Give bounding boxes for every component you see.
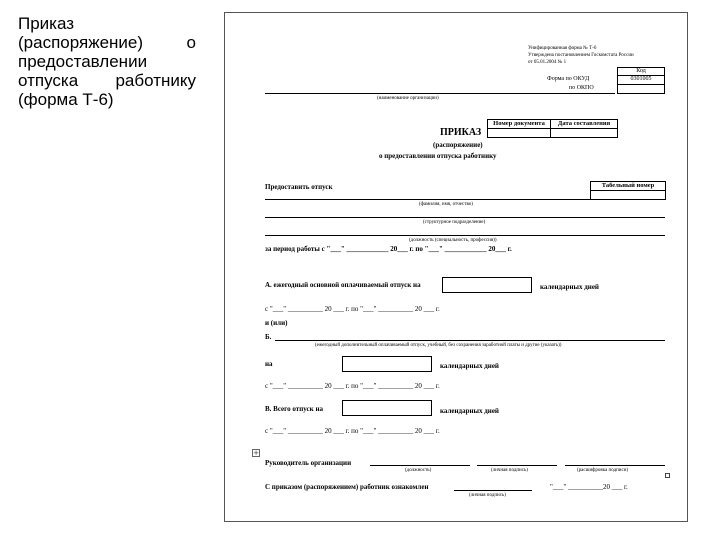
approval-line: Утверждена постановлением Госкомстата России — [528, 53, 634, 58]
employee-line — [265, 199, 590, 200]
section-a-dates: с "___" __________ 20 ___ г. по "___" __________ 20 ___ г. — [265, 305, 440, 313]
fio-caption: (фамилия, имя, отчество) — [419, 202, 473, 207]
section-b-label: Б. — [265, 333, 272, 341]
slide-title-line: предоставлении — [18, 52, 148, 71]
resize-handle-icon[interactable] — [665, 473, 670, 478]
head-caption-decoding: (расшифровка подписи) — [577, 468, 629, 473]
doc-date-header: Дата составления — [550, 119, 618, 129]
slide-title-line: Приказ — [18, 14, 75, 33]
doc-number-header: Номер документа — [487, 119, 551, 129]
dept-line — [265, 217, 665, 218]
tab-number-header: Табельный номер — [590, 181, 666, 191]
acquainted-label: С приказом (распоряжением) работник ознакомлен — [265, 483, 429, 491]
section-b-caption: (ежегодный дополнительный оплачиваемый отпуск, учебный, без сохранения заработной платы и другие (указать)) — [315, 343, 562, 348]
form-t6-document — [224, 12, 688, 522]
work-period: за период работы с "___" ____________ 20___ г. по "___" ____________ 20___ г. — [265, 245, 512, 253]
form-subtitle: (распоряжение) — [433, 141, 483, 149]
okpo-code — [617, 84, 665, 94]
head-decoding-line — [565, 465, 665, 466]
approval-line: от 05.01.2004 № 1 — [528, 60, 567, 65]
move-handle-icon[interactable]: + — [253, 449, 259, 457]
head-position-line — [370, 465, 470, 466]
section-v-dates: с "___" __________ 20 ___ г. по "___" __________ 20 ___ г. — [265, 427, 440, 435]
okud-code: 0301005 — [617, 75, 665, 85]
section-b-dates: с "___" __________ 20 ___ г. по "___" __________ 20 ___ г. — [265, 382, 440, 390]
grant-leave-label: Предоставить отпуск — [265, 183, 333, 191]
slide-title — [18, 14, 196, 109]
doc-date-cell — [550, 128, 618, 138]
position-caption: (должность (специальность, профессия)) — [409, 238, 497, 243]
org-caption: (наименование организации) — [377, 96, 439, 101]
okpo-label: по ОКПО — [569, 85, 594, 91]
calendar-days-v: календарных дней — [440, 407, 499, 415]
head-label: Руководитель организации — [265, 459, 352, 467]
form-subtitle2: о предоставлении отпуска работнику — [379, 152, 497, 160]
form-title: ПРИКАЗ — [440, 127, 482, 138]
section-v-label: В. Всего отпуск на — [265, 405, 323, 413]
section-b-line — [275, 340, 665, 341]
acquainted-caption: (личная подпись) — [469, 493, 506, 498]
acquainted-date: "___" __________20 ___ г. — [550, 483, 628, 491]
head-caption-signature: (личная подпись) — [491, 468, 528, 473]
org-name-line — [265, 93, 615, 94]
position-line — [265, 235, 665, 236]
section-a-label: А. ежегодный основной оплачиваемый отпуск на — [265, 281, 421, 289]
head-caption-position: (должность) — [405, 468, 432, 473]
section-b-days-box — [342, 356, 432, 372]
calendar-days-b: календарных дней — [440, 362, 499, 370]
dept-caption: (структурное подразделение) — [423, 220, 486, 225]
section-v-days-box — [342, 400, 432, 416]
approval-line: Унифицированная форма № Т-6 — [528, 46, 597, 51]
okud-label: Форма по ОКУД — [547, 76, 590, 82]
head-signature-line — [477, 465, 557, 466]
doc-number-cell — [487, 128, 551, 138]
and-or-label: и (или) — [265, 319, 288, 327]
tab-number-cell — [590, 190, 666, 200]
calendar-days-a: календарных дней — [540, 283, 599, 291]
slide-title-line: отпуска работнику — [18, 71, 196, 90]
section-a-days-box — [442, 277, 532, 293]
slide-title-line: (форма Т-6) — [18, 90, 114, 109]
section-b-on-label: на — [265, 360, 273, 368]
code-header: Код — [617, 67, 665, 76]
slide-title-line: (распоряжение) о — [18, 33, 196, 52]
acquainted-signature-line — [454, 490, 532, 491]
